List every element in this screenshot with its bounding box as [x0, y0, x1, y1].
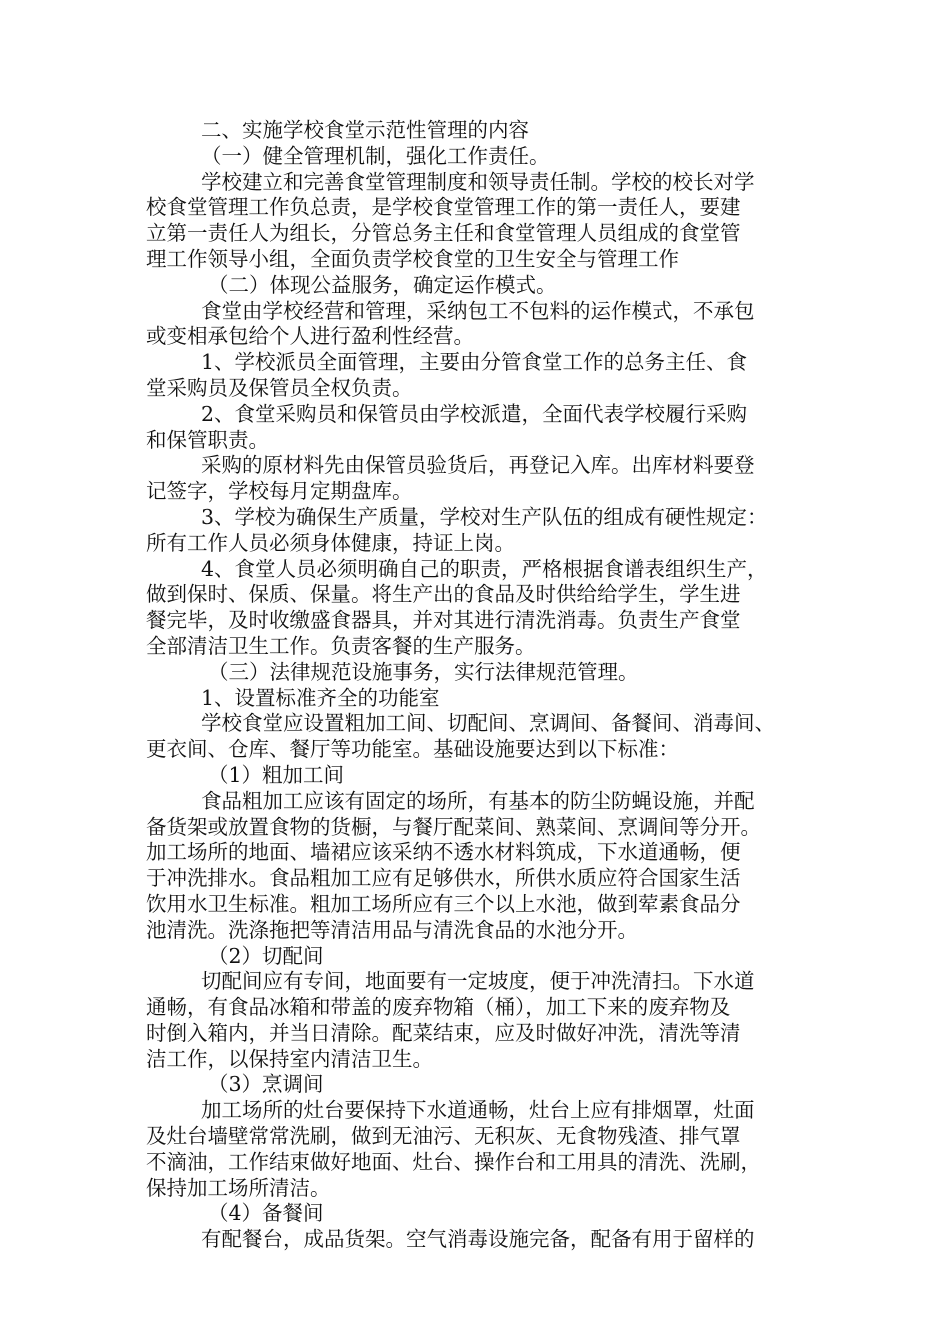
text-line: 食堂由学校经营和管理，采纳包工不包料的运作模式，不承包	[201, 298, 755, 323]
text-line: 切配间应有专间，地面要有一定坡度，便于冲洗清扫。下水道	[201, 969, 755, 994]
text-line: 或变相承包给个人进行盈利性经营。	[146, 324, 474, 349]
text-line: （3）烹调间	[208, 1072, 324, 1097]
text-line: 4、食堂人员必须明确自己的职责，严格根据食谱表组织生产，	[201, 556, 768, 581]
text-line: （三）法律规范设施事务，实行法律规范管理。	[208, 659, 639, 684]
text-line: 保持加工场所清洁。	[146, 1175, 331, 1200]
text-line: 3、学校为确保生产质量，学校对生产队伍的组成有硬性规定：	[201, 504, 768, 529]
text-line: （1）粗加工间	[208, 762, 345, 787]
text-line: 1、设置标准齐全的功能室	[201, 685, 440, 710]
text-line: 通畅，有食品冰箱和带盖的废弃物箱（桶），加工下来的废弃物及	[146, 995, 731, 1020]
text-line: 记签字，学校每月定期盘库。	[146, 479, 413, 504]
text-line: 洁工作，以保持室内清洁卫生。	[146, 1046, 433, 1071]
text-line: 不滴油，工作结束做好地面、灶台、操作台和工用具的清洗、洗刷，	[146, 1149, 761, 1174]
text-line: 二、实施学校食堂示范性管理的内容	[201, 118, 529, 142]
text-line: 餐完毕，及时收缴盛食器具，并对其进行清洗消毒。负责生产食堂	[146, 608, 741, 633]
text-line: 食品粗加工应该有固定的场所，有基本的防尘防蝇设施，并配	[201, 788, 755, 813]
text-line: 校食堂管理工作负总责，是学校食堂管理工作的第一责任人，要建	[146, 195, 741, 220]
text-line: 池清洗。洗涤拖把等清洁用品与清洗食品的水池分开。	[146, 917, 638, 942]
text-line: 所有工作人员必须身体健康，持证上岗。	[146, 530, 515, 555]
text-line: （4）备餐间	[208, 1201, 324, 1226]
text-line: 堂采购员及保管员全权负责。	[146, 375, 413, 400]
text-line: 采购的原材料先由保管员验货后，再登记入库。出库材料要登	[201, 453, 755, 478]
text-line: （一）健全管理机制，强化工作责任。	[201, 143, 550, 168]
text-line: 备货架或放置食物的货橱，与餐厅配菜间、熟菜间、烹调间等分开。	[146, 814, 761, 839]
text-line: 加工场所的灶台要保持下水道通畅，灶台上应有排烟罩，灶面	[201, 1098, 755, 1123]
text-line: 学校食堂应设置粗加工间、切配间、烹调间、备餐间、消毒间、	[201, 711, 775, 736]
text-line: 加工场所的地面、墙裙应该采纳不透水材料筑成，下水道通畅，便	[146, 840, 741, 865]
text-line: 更衣间、仓库、餐厅等功能室。基础设施要达到以下标准：	[146, 737, 679, 762]
text-line: 理工作领导小组，全面负责学校食堂的卫生安全与管理工作	[146, 246, 679, 271]
text-line: （二）体现公益服务，确定运作模式。	[208, 272, 557, 297]
text-line: 做到保时、保质、保量。将生产出的食品及时供给给学生，学生进	[146, 582, 741, 607]
text-line: 2、食堂采购员和保管员由学校派遣，全面代表学校履行采购	[201, 401, 748, 426]
text-line: 饮用水卫生标准。粗加工场所应有三个以上水池，做到荤素食品分	[146, 891, 741, 916]
text-line: 立第一责任人为组长，分管总务主任和食堂管理人员组成的食堂管	[146, 221, 741, 246]
text-line: 1、学校派员全面管理，主要由分管食堂工作的总务主任、食	[201, 350, 748, 375]
text-line: 及灶台墙壁常常洗刷，做到无油污、无积灰、无食物残渣、排气罩	[146, 1124, 741, 1149]
text-line: 全部清洁卫生工作。负责客餐的生产服务。	[146, 633, 536, 658]
text-line: 学校建立和完善食堂管理制度和领导责任制。学校的校长对学	[201, 169, 755, 194]
text-line: 时倒入箱内，并当日清除。配菜结束，应及时做好冲洗，清洗等清	[146, 1020, 741, 1045]
text-line: 有配餐台，成品货架。空气消毒设施完备，配备有用于留样的	[201, 1227, 755, 1252]
text-line: 于冲洗排水。食品粗加工应有足够供水，所供水质应符合国家生活	[146, 866, 741, 891]
document-body	[146, 118, 826, 1253]
text-line: （2）切配间	[208, 943, 324, 968]
text-line: 和保管职责。	[146, 427, 269, 452]
